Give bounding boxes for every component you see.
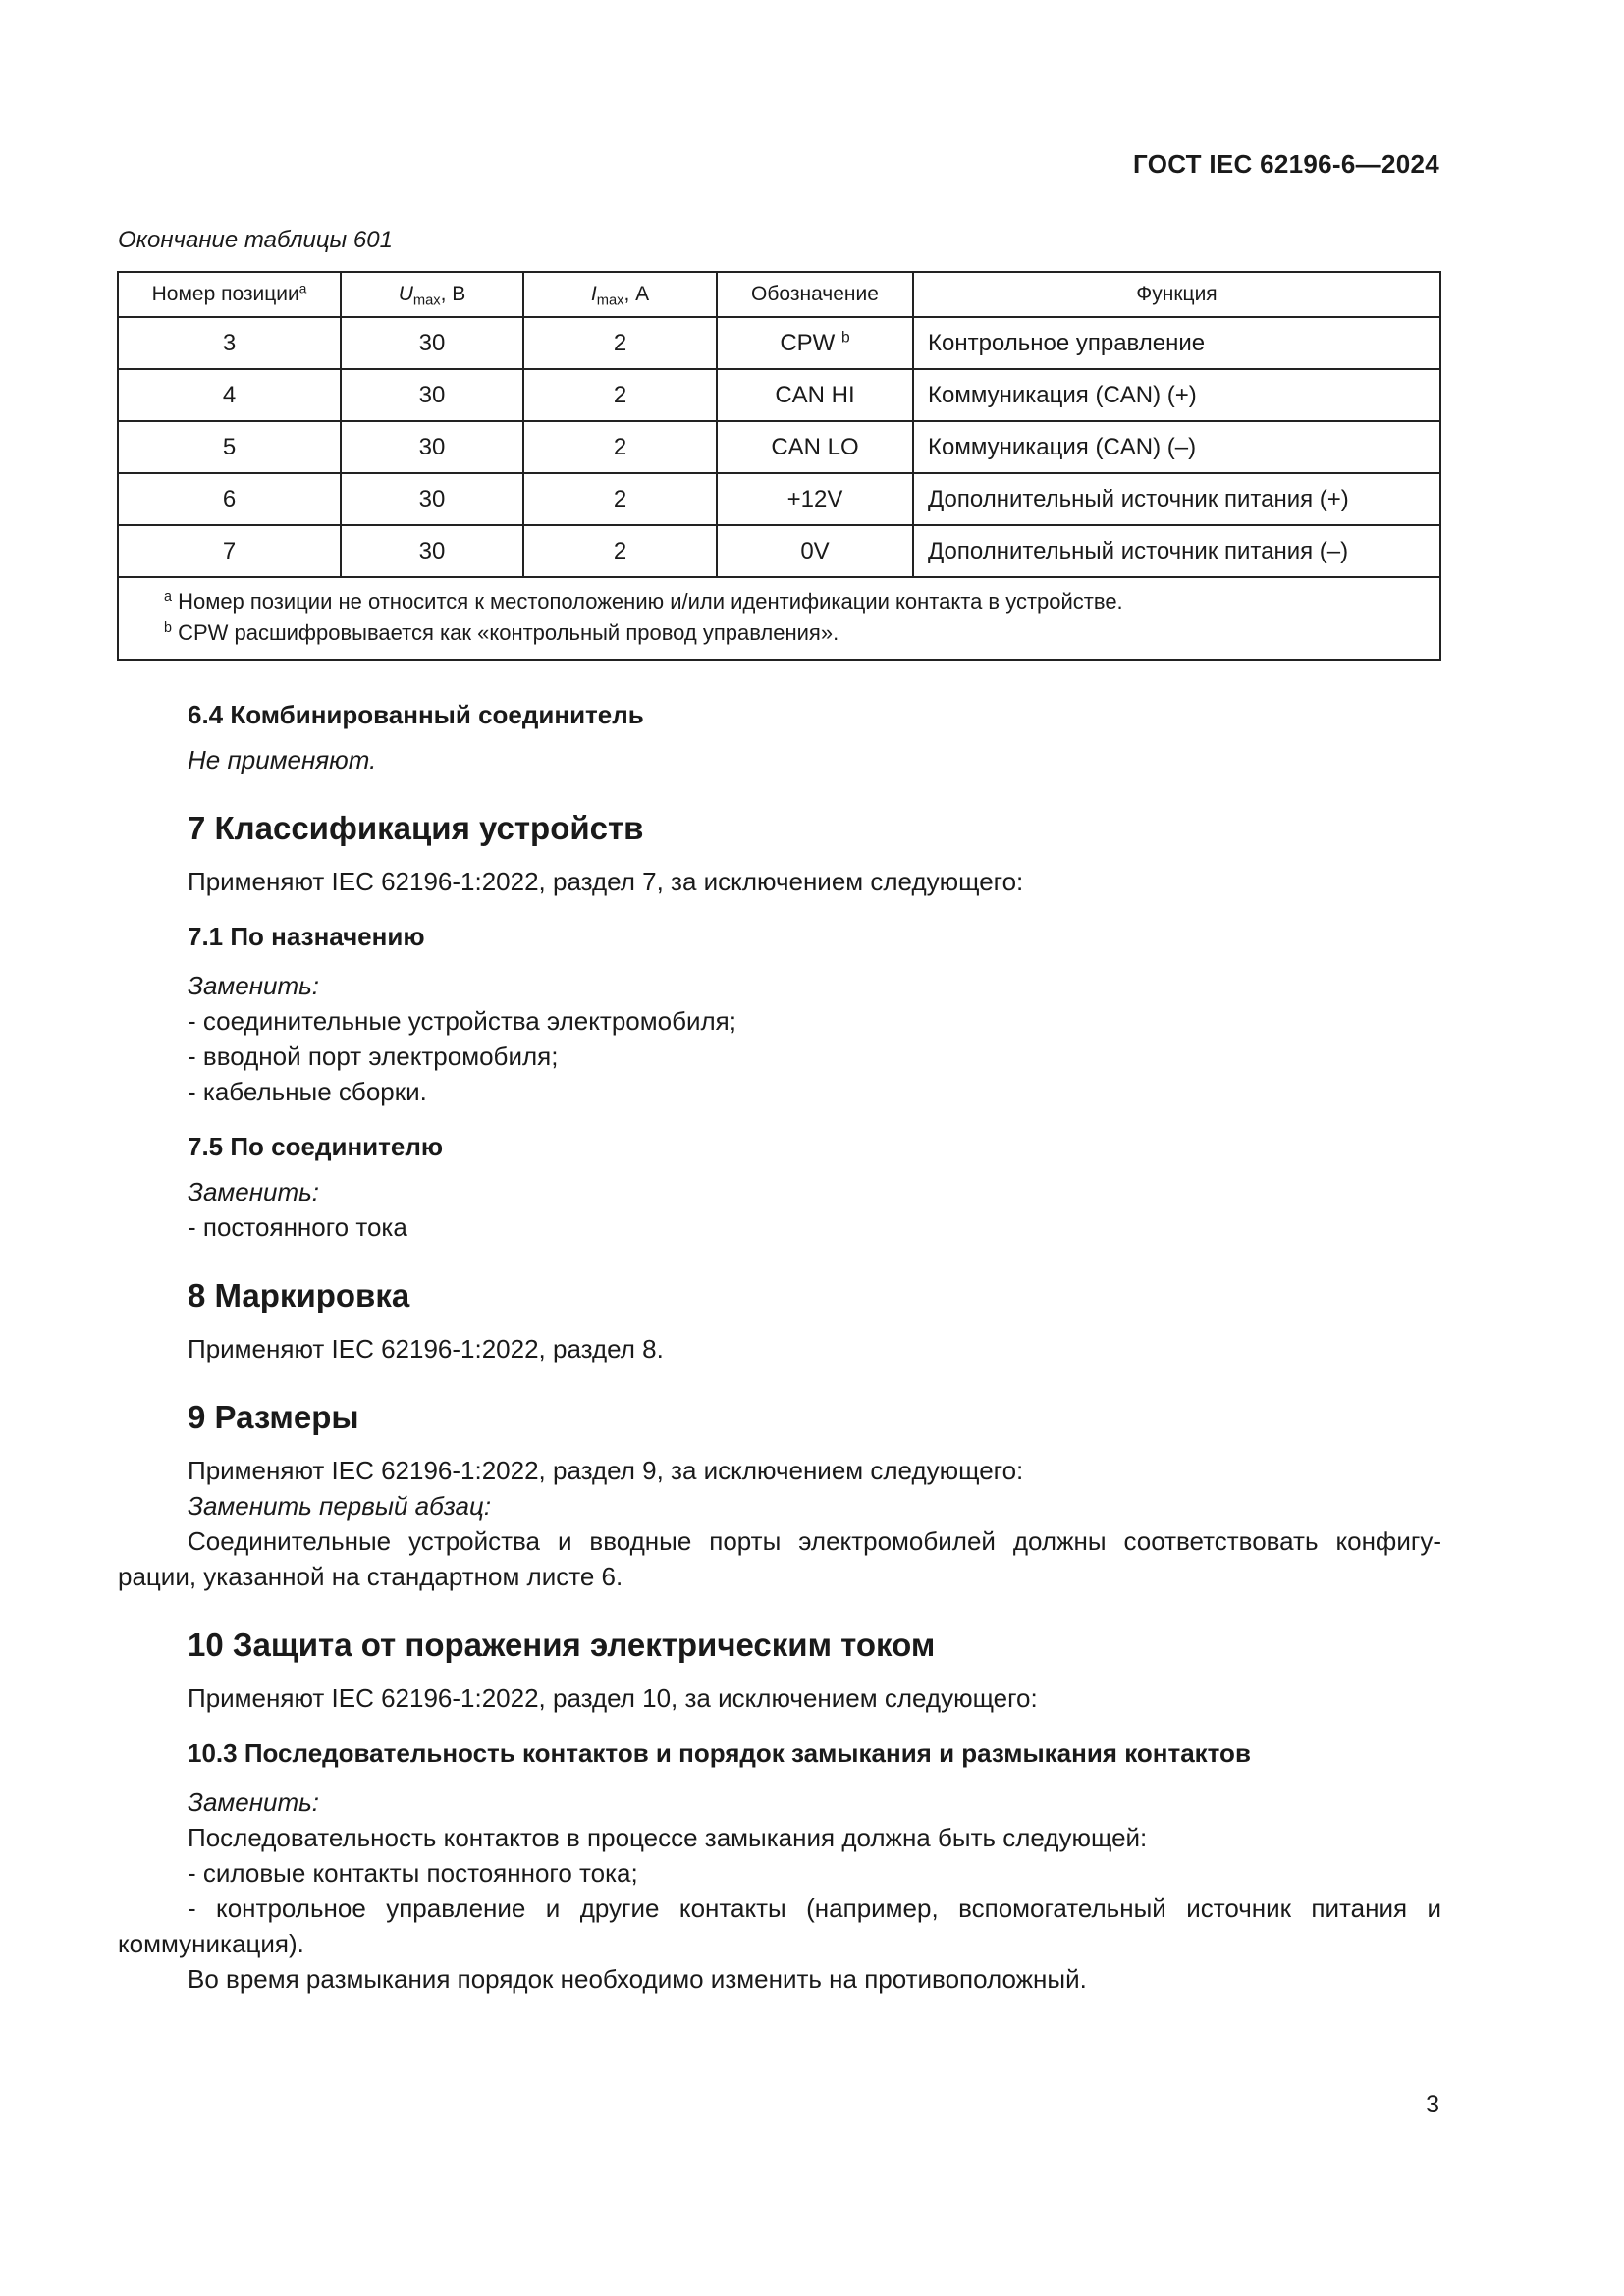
cell-position: 6 [118,473,341,525]
cell-position: 7 [118,525,341,577]
column-header-designation: Обозначение [717,272,913,317]
cell-designation: CAN HI [717,369,913,421]
table-row [118,317,1440,369]
cell-umax: 30 [341,421,523,473]
cell-function: Коммуникация (CAN) (+) [913,369,1440,421]
cell-designation: +12V [717,473,913,525]
table-footnotes-row [118,577,1440,660]
cell-function: Дополнительный источник питания (–) [913,525,1440,577]
subsection-10-3-heading: 10.3 Последовательность контактов и порядок замыкания и размыкания контактов [188,1738,1251,1768]
section-8-heading: 8 Маркировка [188,1277,410,1313]
section-9-replace: Заменить первый абзац: [188,1491,492,1521]
cell-function: Коммуникация (CAN) (–) [913,421,1440,473]
cell-function: Контрольное управление [913,317,1440,369]
subsection-10-3-closing: Во время размыкания порядок необходимо изменить на противоположный. [188,1964,1087,1994]
cell-imax: 2 [523,421,717,473]
cell-designation: CAN LO [717,421,913,473]
cell-position: 3 [118,317,341,369]
cell-umax: 30 [341,317,523,369]
list-item: - соединительные устройства электромобиля; [188,1006,736,1036]
section-9-intro: Применяют IEC 62196-1:2022, раздел 9, за исключением следующего: [188,1456,1024,1485]
subsection-10-3-replace: Заменить: [188,1788,320,1817]
cell-imax: 2 [523,317,717,369]
page-header-standard-id: ГОСТ IEC 62196-6—2024 [1133,149,1439,179]
section-9-paragraph-line-2: рации, указанной на стандартном листе 6. [118,1562,623,1591]
table-footnotes [118,577,1440,660]
section-9-heading: 9 Размеры [188,1399,359,1435]
table-row [118,421,1440,473]
list-item: - вводной порт электромобиля; [188,1041,559,1071]
list-item: - силовые контакты постоянного тока; [188,1858,638,1888]
cell-umax: 30 [341,369,523,421]
subsection-6-4-heading: 6.4 Комбинированный соединитель [188,700,644,729]
section-8-text: Применяют IEC 62196-1:2022, раздел 8. [188,1334,664,1363]
subsection-6-4-note: Не применяют. [188,745,377,774]
section-10-heading: 10 Защита от поражения электрическим током [188,1627,936,1663]
footnote-b: $^b$ CPW расшифровывается как «контрольный провод управления». [164,620,839,645]
list-item: - кабельные сборки. [188,1077,427,1106]
pin-assignment-table [117,271,1441,661]
section-7-heading: 7 Классификация устройств [188,810,644,846]
table-row [118,525,1440,577]
list-item: - постоянного тока [188,1212,407,1242]
table-row [118,473,1440,525]
cell-designation: 0V [717,525,913,577]
section-10-intro: Применяют IEC 62196-1:2022, раздел 10, за исключением следующего: [188,1683,1038,1713]
cell-imax: 2 [523,473,717,525]
document-body [118,697,1441,1997]
column-header-umax: $U_{max}$, В [341,272,523,317]
subsection-7-1-replace: Заменить: [188,971,320,1000]
cell-imax: 2 [523,369,717,421]
section-9-paragraph-line-1: Соединительные устройства и вводные порты электромобилей должны соответствовать конфигу- [188,1526,1441,1556]
subsection-7-5-replace: Заменить: [188,1177,320,1206]
subsection-7-1-heading: 7.1 По назначению [188,922,425,951]
cell-umax: 30 [341,473,523,525]
subsection-10-3-lead: Последовательность контактов в процессе замыкания должна быть следующей: [188,1823,1148,1852]
column-header-function: Функция [913,272,1440,317]
list-item: - контрольное управление и другие контакты (например, вспомогательный источник питания и [188,1894,1441,1923]
cell-function: Дополнительный источник питания (+) [913,473,1440,525]
column-header-position: Номер позиции$^a$ [118,272,341,317]
list-item-continuation: коммуникация). [118,1929,304,1958]
column-header-imax: $I_{max}$, А [523,272,717,317]
subsection-7-5-heading: 7.5 По соединителю [188,1132,444,1161]
cell-designation: CPW $^b$ [717,317,913,369]
cell-imax: 2 [523,525,717,577]
table-row [118,369,1440,421]
footnote-ref-b: b [840,328,850,346]
table-caption: Окончание таблицы 601 [118,227,393,253]
table-header-row [118,272,1440,317]
footnote-a: $^a$ Номер позиции не относится к местоположению и/или идентификации контакта в устройстве. [164,589,1123,614]
page-number: 3 [1426,2091,1439,2118]
cell-position: 4 [118,369,341,421]
section-7-intro: Применяют IEC 62196-1:2022, раздел 7, за исключением следующего: [188,867,1024,896]
cell-position: 5 [118,421,341,473]
cell-umax: 30 [341,525,523,577]
